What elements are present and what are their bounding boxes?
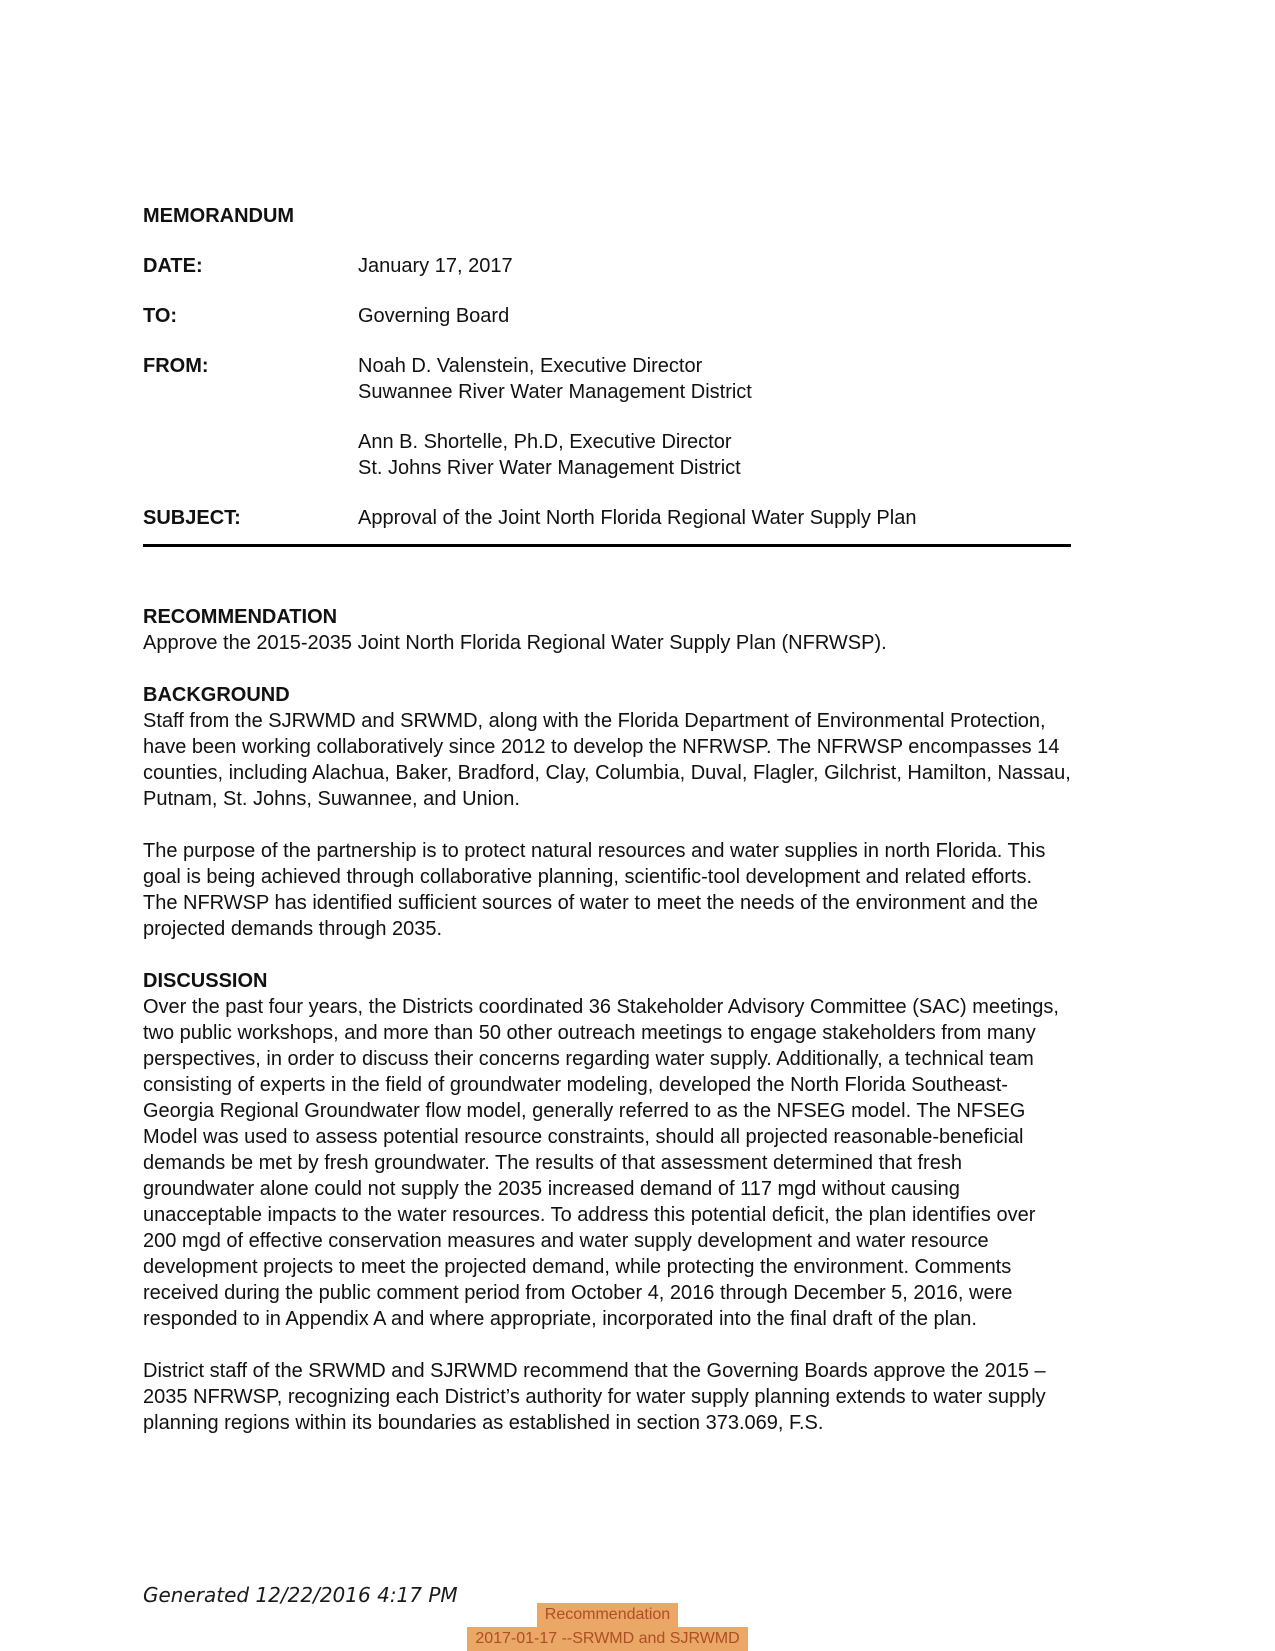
header-divider xyxy=(143,544,1071,547)
field-value-to xyxy=(358,303,1071,329)
field-value-line: January 17, 2017 xyxy=(358,255,513,277)
field-value-from-2 xyxy=(358,429,1071,481)
field-label-from: FROM: xyxy=(143,355,209,377)
field-label-to: TO: xyxy=(143,305,178,327)
section-background xyxy=(143,682,1071,942)
field-value-subject xyxy=(358,505,1071,531)
section-heading-discussion: DISCUSSION xyxy=(143,970,268,992)
field-row-subject xyxy=(143,505,1071,531)
section-recommendation xyxy=(143,604,1071,656)
field-label-subject: SUBJECT: xyxy=(143,507,241,529)
field-row-from-1 xyxy=(143,353,1071,405)
field-value-date xyxy=(358,253,1071,279)
bookmark-stamp-subtitle[interactable]: 2017-01-17 --SRWMD and SJRWMD xyxy=(0,1627,1215,1651)
field-row-date xyxy=(143,253,1071,279)
field-value-line: Suwannee River Water Management District xyxy=(358,381,752,403)
section-heading-background: BACKGROUND xyxy=(143,684,290,706)
paragraph: Approve the 2015-2035 Joint North Florida Regional Water Supply Plan (NFRWSP). xyxy=(143,632,887,654)
bookmark-stamp-title[interactable]: Recommendation xyxy=(0,1603,1215,1627)
memo-content xyxy=(143,203,1071,1462)
paragraph: Over the past four years, the Districts coordinated 36 Stakeholder Advisory Committee (SAC) meetings, two public workshops, and more than 50 other outreach meetings to engage stakeholders from many perspectives, in order to discuss their concerns regarding water supply. Additionally, a technical team consisting of experts in the field of groundwater modeling, developed the North Florida Southeast-Georgia Regional Groundwater flow model, generally referred to as the NFSEG model. The NFSEG Model was used to assess potential resource constraints, should all projected reasonable-beneficial demands be met by fresh groundwater. The results of that assessment determined that fresh groundwater alone could not supply the 2035 increased demand of 117 mgd without causing unacceptable impacts to the water resources. To address this potential deficit, the plan identifies over 200 mgd of effective conservation measures and water supply development and water resource development projects to meet the projected demand, while protecting the environment. Comments received during the public comment period from October 4, 2016 through December 5, 2016, were responded to in Appendix A and where appropriate, incorporated into the final draft of the plan. xyxy=(143,996,1059,1330)
field-row-from-2 xyxy=(143,429,1071,481)
paragraph: The purpose of the partnership is to protect natural resources and water supplies in north Florida. This goal is being achieved through collaborative planning, scientific-tool development and related efforts. The NFRWSP has identified sufficient sources of water to meet the needs of the environment and the projected demands through 2035. xyxy=(143,840,1046,940)
field-value-line: Ann B. Shortelle, Ph.D, Executive Director xyxy=(358,431,732,453)
field-value-from-1 xyxy=(358,353,1071,405)
section-heading-recommendation: RECOMMENDATION xyxy=(143,606,338,628)
section-discussion xyxy=(143,968,1071,1436)
field-label-date: DATE: xyxy=(143,255,203,277)
field-value-line: St. Johns River Water Management District xyxy=(358,457,741,479)
memo-title: MEMORANDUM xyxy=(143,205,295,227)
bookmark-stamp[interactable] xyxy=(0,1603,1215,1651)
field-value-line: Noah D. Valenstein, Executive Director xyxy=(358,355,703,377)
generated-timestamp: Generated 12/22/2016 4:17 PM xyxy=(143,1583,458,1607)
paragraph: District staff of the SRWMD and SJRWMD recommend that the Governing Boards approve the 2015 – 2035 NFRWSP, recognizing each District’s authority for water supply planning extends to water supply planning regions within its boundaries as established in section 373.069, F.S. xyxy=(143,1360,1046,1434)
paragraph: Staff from the SJRWMD and SRWMD, along with the Florida Department of Environmental Protection, have been working collaboratively since 2012 to develop the NFRWSP. The NFRWSP encompasses 14 counties, including Alachua, Baker, Bradford, Clay, Columbia, Duval, Flagler, Gilchrist, Hamilton, Nassau, Putnam, St. Johns, Suwannee, and Union. xyxy=(143,710,1071,810)
field-row-to xyxy=(143,303,1071,329)
field-value-line: Governing Board xyxy=(358,305,510,327)
field-value-line: Approval of the Joint North Florida Regional Water Supply Plan xyxy=(358,507,917,529)
